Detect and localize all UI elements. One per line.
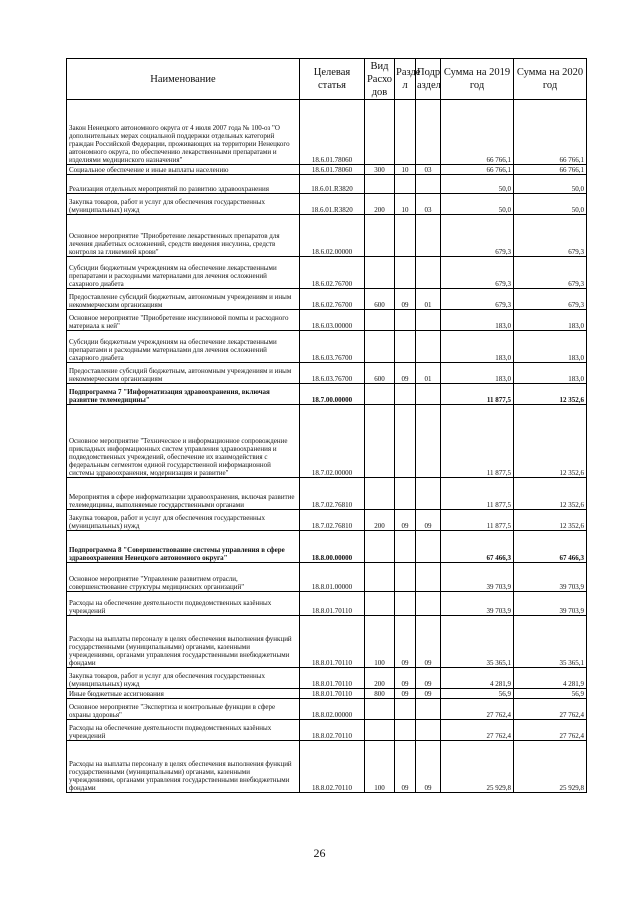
table-row — [67, 478, 587, 510]
row-sum-2020: 12 352,6 — [514, 510, 587, 531]
row-section: 10 — [395, 165, 416, 175]
header-target-article: Целевая статья — [300, 59, 365, 100]
row-subsection — [416, 720, 441, 741]
row-target-article: 18.6.02.00000 — [300, 215, 365, 257]
row-sum-2020: 50,0 — [514, 175, 587, 194]
row-sum-2019: 679,3 — [441, 215, 514, 257]
row-section — [395, 592, 416, 616]
row-name: Расходы на обеспечение деятельности подведомственных казённых учреждений — [67, 592, 300, 616]
table-row — [67, 289, 587, 310]
row-target-article: 18.8.02.70110 — [300, 741, 365, 793]
row-expense-kind — [365, 531, 395, 563]
header-sum-2020: Сумма на 2020 год — [514, 59, 587, 100]
row-target-article: 18.7.00.00000 — [300, 384, 365, 405]
row-sum-2019: 27 762,4 — [441, 720, 514, 741]
table-row — [67, 592, 587, 616]
row-section: 09 — [395, 668, 416, 689]
row-sum-2020: 183,0 — [514, 310, 587, 331]
table-body — [67, 100, 587, 793]
row-sum-2020: 66 766,1 — [514, 165, 587, 175]
row-subsection — [416, 215, 441, 257]
row-name: Социальное обеспечение и иные выплаты населению — [67, 165, 300, 175]
table-row — [67, 720, 587, 741]
row-sum-2019: 67 466,3 — [441, 531, 514, 563]
row-subsection: 01 — [416, 289, 441, 310]
row-sum-2020: 183,0 — [514, 363, 587, 384]
row-target-article: 18.6.01.78060 — [300, 165, 365, 175]
row-sum-2019: 50,0 — [441, 175, 514, 194]
row-target-article: 18.8.01.70110 — [300, 689, 365, 699]
row-section — [395, 310, 416, 331]
row-expense-kind — [365, 563, 395, 592]
table-row — [67, 215, 587, 257]
row-target-article: 18.6.02.76700 — [300, 289, 365, 310]
row-sum-2020: 183,0 — [514, 331, 587, 363]
row-section: 09 — [395, 741, 416, 793]
row-sum-2020: 27 762,4 — [514, 699, 587, 720]
header-sum-2019: Сумма на 2019 год — [441, 59, 514, 100]
row-expense-kind — [365, 100, 395, 165]
row-sum-2019: 4 281,9 — [441, 668, 514, 689]
row-sum-2019: 11 877,5 — [441, 478, 514, 510]
row-expense-kind: 800 — [365, 689, 395, 699]
row-name: Основное мероприятие "Экспертиза и контрольные функции в сфере охраны здоровья" — [67, 699, 300, 720]
row-sum-2020: 12 352,6 — [514, 478, 587, 510]
row-subsection: 03 — [416, 165, 441, 175]
row-subsection: 09 — [416, 510, 441, 531]
row-target-article: 18.6.01.R3820 — [300, 175, 365, 194]
row-sum-2019: 66 766,1 — [441, 165, 514, 175]
table-row — [67, 689, 587, 699]
row-sum-2020: 67 466,3 — [514, 531, 587, 563]
row-name: Субсидии бюджетным учреждениям на обеспечение лекарственными препаратами и расходными материалами для лечения осложнений сахарного диабета — [67, 257, 300, 289]
row-section: 10 — [395, 194, 416, 215]
row-subsection — [416, 100, 441, 165]
row-sum-2020: 35 365,1 — [514, 616, 587, 668]
row-target-article: 18.7.02.76810 — [300, 478, 365, 510]
table-row — [67, 257, 587, 289]
row-name: Основное мероприятие "Приобретение инсулиновой помпы и расходного материала к ней" — [67, 310, 300, 331]
header-expense-kind: Вид Расхо дов — [365, 59, 395, 100]
row-expense-kind: 600 — [365, 363, 395, 384]
row-name: Подпрограмма 8 "Совершенствование системы управления в сфере здравоохранения Ненецкого автономного округа" — [67, 531, 300, 563]
header-subsection: Подр аздел — [416, 59, 441, 100]
table-row — [67, 668, 587, 689]
row-subsection — [416, 331, 441, 363]
row-section — [395, 699, 416, 720]
row-sum-2019: 25 929,8 — [441, 741, 514, 793]
row-target-article: 18.8.00.00000 — [300, 531, 365, 563]
row-subsection: 09 — [416, 689, 441, 699]
row-subsection: 09 — [416, 741, 441, 793]
row-section — [395, 531, 416, 563]
row-sum-2019: 39 703,9 — [441, 563, 514, 592]
table-row — [67, 310, 587, 331]
row-section — [395, 100, 416, 165]
row-name: Субсидии бюджетным учреждениям на обеспечение лекарственными препаратами и расходными материалами для лечения осложнений сахарного диабета — [67, 331, 300, 363]
row-section: 09 — [395, 689, 416, 699]
row-section — [395, 720, 416, 741]
row-section — [395, 478, 416, 510]
row-target-article: 18.6.01.78060 — [300, 100, 365, 165]
budget-table — [66, 58, 587, 793]
row-subsection — [416, 384, 441, 405]
row-expense-kind: 600 — [365, 289, 395, 310]
table-row — [67, 741, 587, 793]
row-subsection — [416, 592, 441, 616]
row-expense-kind — [365, 592, 395, 616]
row-sum-2019: 183,0 — [441, 363, 514, 384]
row-subsection: 01 — [416, 363, 441, 384]
row-sum-2019: 56,9 — [441, 689, 514, 699]
row-expense-kind — [365, 699, 395, 720]
row-sum-2020: 39 703,9 — [514, 592, 587, 616]
row-sum-2020: 66 766,1 — [514, 100, 587, 165]
row-expense-kind: 200 — [365, 668, 395, 689]
row-expense-kind: 100 — [365, 741, 395, 793]
row-sum-2020: 12 352,6 — [514, 384, 587, 405]
row-section: 09 — [395, 510, 416, 531]
row-subsection — [416, 531, 441, 563]
row-target-article: 18.8.01.70110 — [300, 668, 365, 689]
row-target-article: 18.8.02.70110 — [300, 720, 365, 741]
table-row — [67, 616, 587, 668]
row-target-article: 18.6.03.76700 — [300, 363, 365, 384]
table-row — [67, 563, 587, 592]
row-name: Основное мероприятие "Приобретение лекарственных препаратов для лечения диабетных осложнений, средств введения инсулина, средств контроля за гликемией крови" — [67, 215, 300, 257]
row-sum-2020: 50,0 — [514, 194, 587, 215]
row-target-article: 18.7.02.76810 — [300, 510, 365, 531]
row-target-article: 18.6.02.76700 — [300, 257, 365, 289]
table-row — [67, 405, 587, 478]
row-expense-kind: 200 — [365, 194, 395, 215]
row-target-article: 18.8.01.70110 — [300, 616, 365, 668]
row-section — [395, 384, 416, 405]
row-expense-kind — [365, 215, 395, 257]
row-sum-2019: 679,3 — [441, 289, 514, 310]
row-name: Подпрограмма 7 "Информатизация здравоохранения, включая развитие телемедицины" — [67, 384, 300, 405]
row-name: Закон Ненецкого автономного округа от 4 июля 2007 года № 100-оз "О дополнительных мерах социальной поддержки отдельных категорий граждан Российской Федерации, проживающих на территории Ненецкого автономного округа, по обеспечению лекарственными препаратами и изделиями медицинского назначения" — [67, 100, 300, 165]
row-target-article: 18.7.02.00000 — [300, 405, 365, 478]
row-sum-2019: 11 877,5 — [441, 405, 514, 478]
row-sum-2019: 50,0 — [441, 194, 514, 215]
table-row — [67, 175, 587, 194]
table-row — [67, 510, 587, 531]
row-name: Закупка товаров, работ и услуг для обеспечения государственных (муниципальных) нужд — [67, 510, 300, 531]
row-name: Предоставление субсидий бюджетным, автономным учреждениям и иным некоммерческим организациям — [67, 363, 300, 384]
table-header-row — [67, 59, 587, 100]
row-target-article: 18.8.01.70110 — [300, 592, 365, 616]
row-name: Расходы на выплаты персоналу в целях обеспечения выполнения функций государственными (муниципальными) органами, казенными учреждениями, органами управления государственными внебюджетными фондами — [67, 616, 300, 668]
row-target-article: 18.6.03.76700 — [300, 331, 365, 363]
row-sum-2020: 679,3 — [514, 215, 587, 257]
row-sum-2020: 679,3 — [514, 289, 587, 310]
header-section: Разде л — [395, 59, 416, 100]
row-sum-2019: 39 703,9 — [441, 592, 514, 616]
row-subsection: 09 — [416, 668, 441, 689]
row-expense-kind — [365, 257, 395, 289]
row-expense-kind — [365, 310, 395, 331]
table-row — [67, 331, 587, 363]
row-subsection — [416, 257, 441, 289]
row-target-article: 18.8.02.00000 — [300, 699, 365, 720]
row-expense-kind: 100 — [365, 616, 395, 668]
row-target-article: 18.6.01.R3820 — [300, 194, 365, 215]
row-name: Закупка товаров, работ и услуг для обеспечения государственных (муниципальных) нужд — [67, 668, 300, 689]
row-subsection — [416, 478, 441, 510]
table-row — [67, 100, 587, 165]
row-subsection: 03 — [416, 194, 441, 215]
row-sum-2019: 183,0 — [441, 331, 514, 363]
row-expense-kind — [365, 405, 395, 478]
row-sum-2019: 27 762,4 — [441, 699, 514, 720]
row-section — [395, 405, 416, 478]
row-expense-kind — [365, 384, 395, 405]
row-section — [395, 563, 416, 592]
row-section: 09 — [395, 616, 416, 668]
table-row — [67, 384, 587, 405]
row-section — [395, 175, 416, 194]
row-name: Расходы на обеспечение деятельности подведомственных казённых учреждений — [67, 720, 300, 741]
row-name: Расходы на выплаты персоналу в целях обеспечения выполнения функций государственными (муниципальными) органами, казенными учреждениями, органами управления государственными внебюджетными фондами — [67, 741, 300, 793]
row-sum-2020: 12 352,6 — [514, 405, 587, 478]
row-sum-2020: 56,9 — [514, 689, 587, 699]
row-subsection — [416, 310, 441, 331]
row-name: Закупка товаров, работ и услуг для обеспечения государственных (муниципальных) нужд — [67, 194, 300, 215]
row-expense-kind — [365, 720, 395, 741]
row-section: 09 — [395, 289, 416, 310]
row-name: Основное мероприятие "Управление развитием отрасли, совершенствование структуры медицинских организаций" — [67, 563, 300, 592]
row-expense-kind — [365, 478, 395, 510]
row-section: 09 — [395, 363, 416, 384]
row-sum-2019: 11 877,5 — [441, 510, 514, 531]
row-expense-kind — [365, 175, 395, 194]
row-subsection: 09 — [416, 616, 441, 668]
row-target-article: 18.6.03.00000 — [300, 310, 365, 331]
row-section — [395, 257, 416, 289]
row-subsection — [416, 405, 441, 478]
table-row — [67, 194, 587, 215]
header-name: Наименование — [67, 59, 300, 100]
row-sum-2020: 27 762,4 — [514, 720, 587, 741]
row-sum-2020: 39 703,9 — [514, 563, 587, 592]
row-sum-2020: 25 929,8 — [514, 741, 587, 793]
row-expense-kind: 200 — [365, 510, 395, 531]
row-expense-kind: 300 — [365, 165, 395, 175]
row-name: Реализация отдельных мероприятий по развитию здравоохранения — [67, 175, 300, 194]
row-subsection — [416, 563, 441, 592]
row-section — [395, 331, 416, 363]
row-name: Иные бюджетные ассигнования — [67, 689, 300, 699]
row-name: Предоставление субсидий бюджетным, автономным учреждениям и иным некоммерческим организациям — [67, 289, 300, 310]
page-number: 26 — [313, 846, 326, 860]
table-row — [67, 699, 587, 720]
row-target-article: 18.8.01.00000 — [300, 563, 365, 592]
table-row — [67, 363, 587, 384]
row-subsection — [416, 699, 441, 720]
row-sum-2019: 11 877,5 — [441, 384, 514, 405]
row-sum-2019: 66 766,1 — [441, 100, 514, 165]
row-name: Основное мероприятие "Техническое и информационное сопровождение прикладных информационных систем управления здравоохранения и подведомственных учреждений, обеспечение их взаимодействия с федеральным сегментом единой государственной информационной системы здравоохранения, модернизация и развитие" — [67, 405, 300, 478]
row-sum-2020: 679,3 — [514, 257, 587, 289]
row-sum-2019: 183,0 — [441, 310, 514, 331]
row-expense-kind — [365, 331, 395, 363]
row-sum-2020: 4 281,9 — [514, 668, 587, 689]
row-subsection — [416, 175, 441, 194]
table-row — [67, 531, 587, 563]
row-sum-2019: 35 365,1 — [441, 616, 514, 668]
table-row — [67, 165, 587, 175]
row-sum-2019: 679,3 — [441, 257, 514, 289]
row-name: Мероприятия в сфере информатизации здравоохранения, включая развитие телемедицины, выполняемые государственными органами — [67, 478, 300, 510]
row-section — [395, 215, 416, 257]
